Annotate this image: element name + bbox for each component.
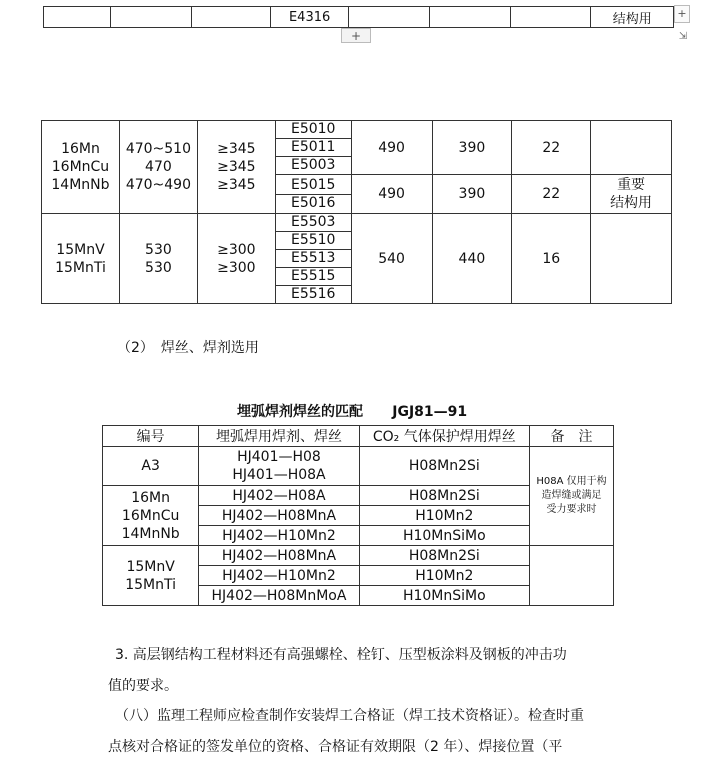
steel-electrode-table xyxy=(41,120,672,304)
value-cell: 490 xyxy=(351,121,432,175)
flux-cell: HJ402—H08MnMoA xyxy=(199,586,359,606)
table-cell xyxy=(429,7,510,28)
flux-cell: HJ402—H08MnA xyxy=(199,506,359,526)
tensile-text: 470~510 xyxy=(125,141,191,157)
grade-cell: A3 xyxy=(103,447,199,486)
table-caption xyxy=(237,401,467,421)
caption-title: 埋弧焊剂焊丝的匹配 xyxy=(237,404,363,420)
flux-cell: HJ402—H08A xyxy=(199,486,359,506)
grade-cell xyxy=(42,214,120,304)
flux-cell: HJ402—H10Mn2 xyxy=(199,566,359,586)
note-text: 受力要求时 xyxy=(546,504,597,515)
electrode-code: E5515 xyxy=(276,268,351,286)
note-text: 造焊缝或满足 xyxy=(541,490,602,501)
note-cell xyxy=(529,447,613,546)
yield-text: ≥345 xyxy=(217,159,256,175)
co2-cell: H10Mn2 xyxy=(359,566,529,586)
co2-cell: H10MnSiMo xyxy=(359,586,529,606)
caption-code: JGJ81—91 xyxy=(392,404,468,420)
add-row-button[interactable]: + xyxy=(341,28,371,43)
note-cell xyxy=(591,175,672,214)
grade-text: 16Mn xyxy=(131,489,171,506)
column-header: CO₂ 气体保护焊用焊丝 xyxy=(359,426,529,447)
add-column-button[interactable]: + xyxy=(674,5,690,23)
electrode-cell xyxy=(275,121,351,175)
note-text: 重要 xyxy=(617,177,646,193)
note-cell xyxy=(591,121,672,175)
column-header: 编号 xyxy=(103,426,199,447)
value-cell: 490 xyxy=(351,175,432,214)
table-cell xyxy=(511,7,591,28)
electrode-code: E5011 xyxy=(276,139,351,157)
grade-text: 15MnV xyxy=(126,558,175,575)
tensile-text: 530 xyxy=(145,241,172,258)
value-cell: 390 xyxy=(432,121,512,175)
paragraph-3-line-2: 值的要求。 xyxy=(108,678,178,694)
co2-cell: H10Mn2 xyxy=(359,506,529,526)
section-2-heading: （2） 焊丝、焊剂选用 xyxy=(117,340,259,356)
grade-cell xyxy=(42,121,120,214)
table-resize-handle[interactable]: ⇲ xyxy=(678,31,688,42)
electrode-cell xyxy=(275,175,351,214)
electrode-code: E5513 xyxy=(276,250,351,268)
electrode-code: E5516 xyxy=(290,286,336,302)
table-row xyxy=(44,7,674,28)
note-cell xyxy=(529,546,613,606)
tensile-text: 470 xyxy=(145,159,172,175)
table-header-row xyxy=(103,426,614,447)
yield-text: ≥345 xyxy=(217,177,256,193)
table-cell xyxy=(44,7,111,28)
note-text: H08A 仅用于构 xyxy=(536,476,607,487)
paragraph-3-line-1: 3. 高层钢结构工程材料还有高强螺栓、栓钉、压型板涂料及钢板的冲击功 xyxy=(115,647,567,663)
co2-cell: H08Mn2Si xyxy=(359,486,529,506)
tensile-text: 470~490 xyxy=(125,177,191,193)
value-cell: 440 xyxy=(432,214,512,304)
flux-cell xyxy=(199,447,359,486)
electrode-code: E5016 xyxy=(290,194,336,211)
electrode-code: E5015 xyxy=(276,177,351,195)
column-header: 备 注 xyxy=(529,426,613,447)
table-row xyxy=(42,214,672,304)
table-cell xyxy=(349,7,429,28)
yield-text: ≥345 xyxy=(217,141,256,157)
grade-text: 15MnTi xyxy=(55,259,106,276)
value-cell: 22 xyxy=(512,175,591,214)
table-cell xyxy=(191,7,270,28)
note-cell xyxy=(591,214,672,304)
yield-text: ≥300 xyxy=(217,259,256,276)
tensile-text: 530 xyxy=(145,259,172,276)
table-top-partial xyxy=(43,6,674,28)
grade-cell xyxy=(103,486,199,546)
co2-cell: H10MnSiMo xyxy=(359,526,529,546)
table-row xyxy=(103,447,614,486)
grade-text: 16MnCu xyxy=(121,507,180,524)
electrode-code: E5010 xyxy=(276,121,351,139)
yield-text: ≥300 xyxy=(217,241,256,258)
tensile-cell xyxy=(119,121,197,214)
flux-text: HJ401—H08A xyxy=(232,467,326,483)
column-header: 埋弧焊用焊剂、焊丝 xyxy=(199,426,359,447)
flux-cell: HJ402—H10Mn2 xyxy=(199,526,359,546)
co2-cell: H08Mn2Si xyxy=(359,447,529,486)
electrode-cell xyxy=(275,214,351,304)
table-cell xyxy=(111,7,191,28)
grade-text: 14MnNb xyxy=(121,525,180,542)
yield-cell xyxy=(197,214,275,304)
grade-cell xyxy=(103,546,199,606)
value-cell: 540 xyxy=(351,214,432,304)
electrode-code: E5503 xyxy=(276,214,351,232)
table-row xyxy=(42,121,672,175)
flux-text: HJ401—H08 xyxy=(237,449,321,465)
table-cell: E4316 xyxy=(270,7,348,28)
grade-text: 16Mn xyxy=(61,141,100,157)
value-cell: 390 xyxy=(432,175,512,214)
tensile-cell xyxy=(119,214,197,304)
paragraph-8-line-1: （八）监理工程师应检查制作安装焊工合格证（焊工技术资格证）。检查时重 xyxy=(115,708,584,724)
electrode-code: E5003 xyxy=(290,157,336,173)
note-text: 结构用 xyxy=(610,195,653,211)
grade-text: 16MnCu xyxy=(51,159,110,175)
electrode-code: E5510 xyxy=(276,232,351,250)
value-cell: 22 xyxy=(512,121,591,175)
paragraph-8-line-2: 点核对合格证的签发单位的资格、合格证有效期限（2 年）、焊接位置（平 xyxy=(108,739,563,755)
value-cell: 16 xyxy=(512,214,591,304)
grade-text: 14MnNb xyxy=(51,177,110,193)
co2-cell: H08Mn2Si xyxy=(359,546,529,566)
table-cell: 结构用 xyxy=(591,7,674,28)
grade-text: 15MnV xyxy=(56,241,105,258)
wire-flux-table xyxy=(102,425,614,606)
flux-cell: HJ402—H08MnA xyxy=(199,546,359,566)
grade-text: 15MnTi xyxy=(125,576,177,593)
yield-cell xyxy=(197,121,275,214)
table-row xyxy=(103,546,614,566)
